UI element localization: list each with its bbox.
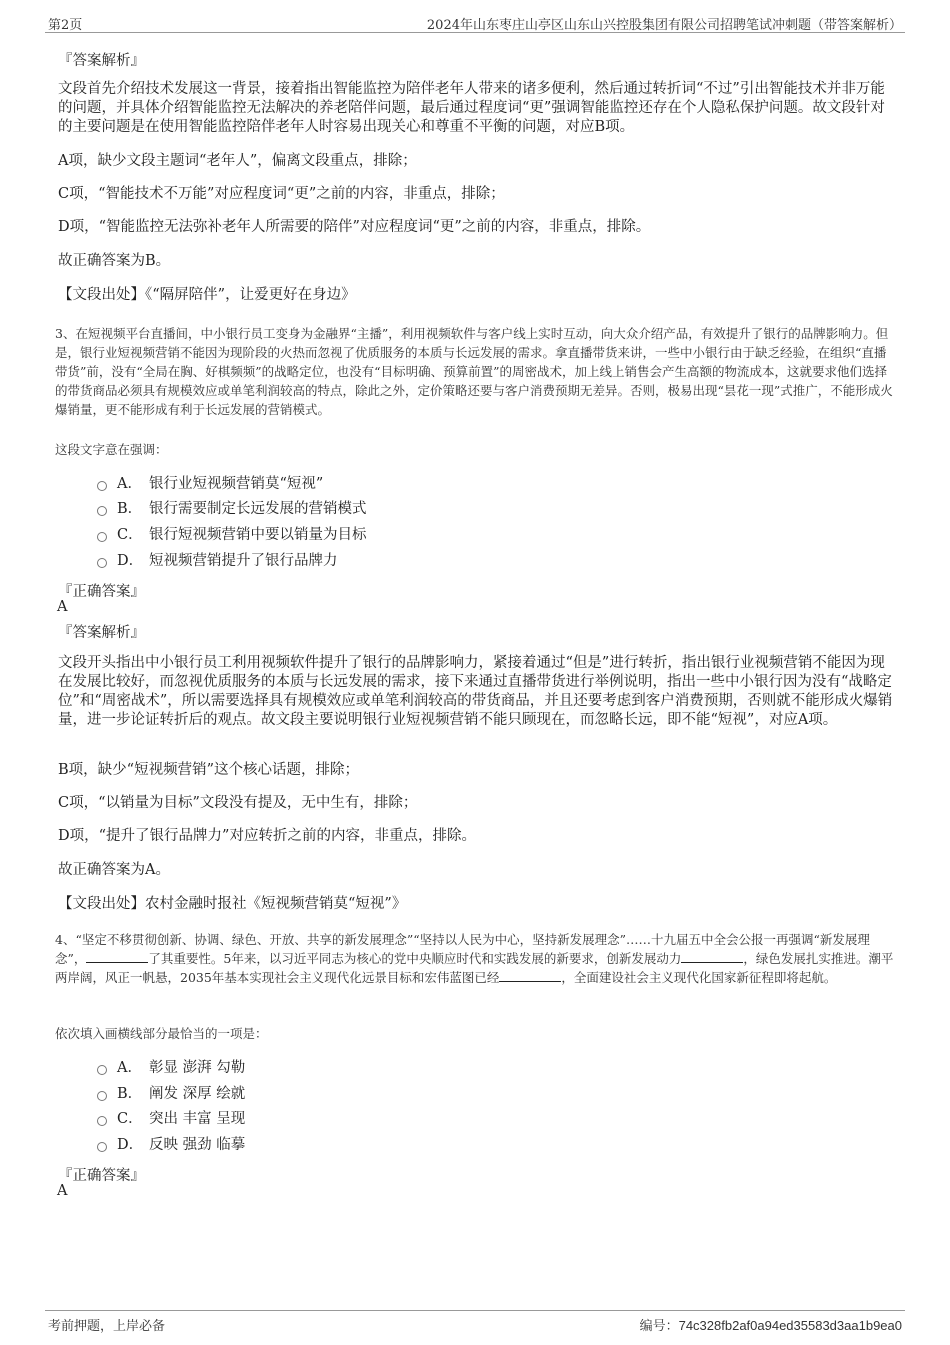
q3-answer: A bbox=[57, 599, 68, 615]
q3-analysis: 文段开头指出中小银行员工利用视频软件提升了银行的品牌影响力，紧接着通过“但是”进行转折，指出银行业视频营销不能因为现在发展比较好，而忽视优质服务的本质与长远发展的需求，接下来通过直播带货进行举例说明，指出一些中小银行因为没有“战略定位”和“周密战术”，所以需要选择具有规模效应或单笔利润较高的带货商品，并且还要考虑到客户消费预期，否则就不能形成火爆销量，进一步论证转折后的观点。故文段主要说明银行业短视频营销不能只顾现在，而忽略长远，即不能“短视”，对应A项。 bbox=[58, 655, 893, 728]
radio-button[interactable] bbox=[97, 481, 107, 491]
q3-option-b[interactable]: B． 银行需要制定长远发展的营销模式 bbox=[97, 499, 367, 519]
q4-option-d[interactable]: D． 反映 强劲 临摹 bbox=[97, 1135, 245, 1155]
q3-conclusion: 故正确答案为A。 bbox=[58, 862, 170, 878]
q2-analysis: 文段首先介绍技术发展这一背景，接着指出智能监控为陪伴老年人带来的诸多便利，然后通过转折词“不过”引出智能技术并非万能的问题，并具体介绍智能监控无法解决的养老陪伴问题，最后通过程度词“更”强调智能监控还存在个人隐私保护问题。故文段针对的主要问题是在使用智能监控陪伴老年人时容易出现关心和尊重不平衡的问题，对应B项。 bbox=[58, 81, 885, 135]
q3-option-c-note: C项，“以销量为目标”文段没有提及，无中生有，排除； bbox=[58, 795, 418, 811]
fill-blank-3 bbox=[499, 969, 561, 982]
q4-option-c[interactable]: C． 突出 丰富 呈现 bbox=[97, 1109, 245, 1129]
q4-question: 依次填入画横线部分最恰当的一项是： bbox=[55, 1026, 268, 1041]
document-id: 编号：74c328fb2af0a94ed35583d3aa1b9ea0 bbox=[639, 1318, 902, 1334]
q2-source: 【文段出处】《“隔屏陪伴”，让爱更好在身边》 bbox=[58, 287, 356, 303]
q3-source: 【文段出处】农村金融时报社《短视频营销莫“短视”》 bbox=[58, 896, 407, 912]
q4-answer-label: 『正确答案』 bbox=[58, 1168, 145, 1184]
q3-option-b-note: B项，缺少“短视频营销”这个核心话题，排除； bbox=[58, 762, 359, 778]
page-number: 第2页 bbox=[48, 18, 83, 33]
q2-conclusion: 故正确答案为B。 bbox=[58, 253, 171, 269]
radio-button[interactable] bbox=[97, 1142, 107, 1152]
footer-slogan: 考前押题，上岸必备 bbox=[48, 1319, 166, 1334]
fill-blank-2 bbox=[681, 950, 743, 963]
q3-answer-label: 『正确答案』 bbox=[58, 584, 145, 600]
q4-answer: A bbox=[57, 1183, 68, 1199]
q2-option-c-note: C项，“智能技术不万能”对应程度词“更”之前的内容，非重点，排除； bbox=[58, 186, 505, 202]
q4-stem: 4、“坚定不移贯彻创新、协调、绿色、开放、共享的新发展理念”“坚持以人民为中心，坚持新发展理念”……十九届五中全会公报一再强调“新发展理念”， 了其重要性。5年来，以习近平同志为核心的党中央顺应时代和实践发展的新要求，创新发展动力 ，绿色发展扎实推进。潮平两岸阔，风正一帆悬，2035年基本实现社会主义现代化远景目标和宏伟蓝图已经 ，全面建设社会主义现代化国家新征程即将起航。 bbox=[55, 932, 894, 985]
fill-blank-1 bbox=[86, 950, 148, 963]
q3-question: 这段文字意在强调： bbox=[55, 442, 168, 457]
q3-analysis-label: 『答案解析』 bbox=[58, 625, 145, 641]
radio-button[interactable] bbox=[97, 1091, 107, 1101]
radio-button[interactable] bbox=[97, 1065, 107, 1075]
document-title: 2024年山东枣庄山亭区山东山兴控股集团有限公司招聘笔试冲刺题（带答案解析） bbox=[426, 18, 902, 33]
radio-button[interactable] bbox=[97, 506, 107, 516]
page-header bbox=[45, 12, 905, 33]
q3-stem: 3、在短视频平台直播间，中小银行员工变身为金融界“主播”，利用视频软件与客户线上实时互动，向大众介绍产品，有效提升了银行的品牌影响力。但是，银行业短视频营销不能因为现阶段的火热而忽视了优质服务的本质与长远发展的需求。拿直播带货来讲，一些中小银行由于缺乏经验，在组织“直播带货”前，没有“全局在胸、好棋频频”的战略定位，也没有“目标明确、预算前置”的周密战术，加上线上销售会产生高额的物流成本，这就要求他们选择的带货商品必须具有规模效应或单笔利润较高的特点，除此之外，定价策略还要与客户消费预期无差异。否则，极易出现“昙花一现”式推广，不能形成火爆销量，更不能形成有利于长远发展的营销模式。 bbox=[55, 326, 893, 417]
q3-option-d[interactable]: D． 短视频营销提升了银行品牌力 bbox=[97, 551, 338, 571]
q2-option-a-note: A项，缺少文段主题词“老年人”，偏离文段重点，排除； bbox=[58, 153, 417, 169]
page-footer bbox=[45, 1310, 905, 1333]
radio-button[interactable] bbox=[97, 1116, 107, 1126]
q4-option-b[interactable]: B． 阐发 深厚 绘就 bbox=[97, 1084, 245, 1104]
radio-button[interactable] bbox=[97, 532, 107, 542]
q3-option-a[interactable]: A． 银行业短视频营销莫“短视” bbox=[97, 474, 323, 494]
q4-option-a[interactable]: A． 彰显 澎湃 勾勒 bbox=[97, 1058, 245, 1078]
q3-option-c[interactable]: C． 银行短视频营销中要以销量为目标 bbox=[97, 525, 367, 545]
radio-button[interactable] bbox=[97, 558, 107, 568]
q2-option-d-note: D项，“智能监控无法弥补老年人所需要的陪伴”对应程度词“更”之前的内容，非重点，排除。 bbox=[58, 219, 651, 235]
q2-analysis-label: 『答案解析』 bbox=[58, 53, 145, 69]
q3-option-d-note: D项，“提升了银行品牌力”对应转折之前的内容，非重点，排除。 bbox=[58, 828, 476, 844]
